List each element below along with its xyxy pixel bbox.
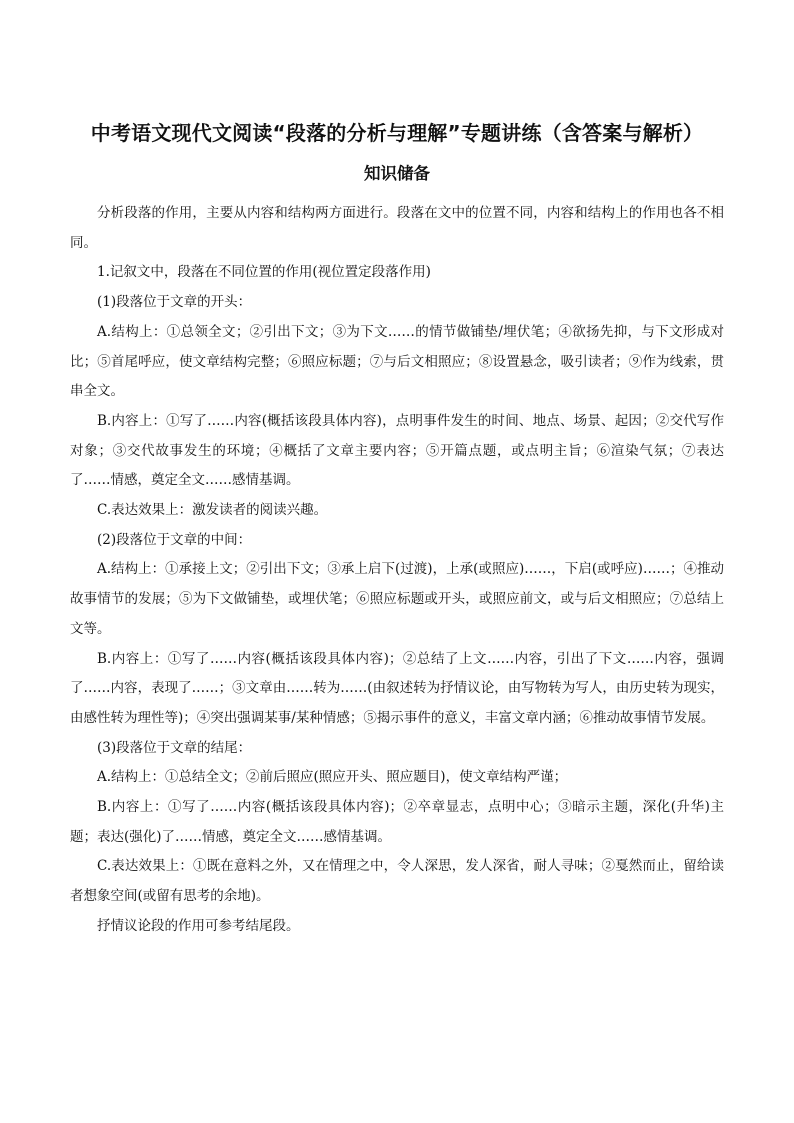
paragraph-middle-content: B.内容上：①写了……内容(概括该段具体内容)；②总结了上文……内容，引出了下文……内容，强调了……内容，表现了……；③文章由……转为……(由叙述转为抒情议论，由写物转为写人，由历史转为现实，由感性转为理性等)；④突出强调某事/某种情感；⑤揭示事件的意义，丰富文章内涵；⑥推动故事情节发展。 <box>70 650 724 726</box>
paragraph-middle-heading: (2)段落位于文章的中间： <box>97 531 252 548</box>
paragraph-opening-content: B.内容上：①写了……内容(概括该段具体内容)，点明事件发生的时间、地点、场景、起因；②交代写作对象；③交代故事发生的环境；④概括了文章主要内容；⑤开篇点题，或点明主旨；⑥渲染气氛；⑦表达了……情感，奠定全文……感情基调。 <box>70 412 724 489</box>
paragraph-intro: 分析段落的作用，主要从内容和结构两方面进行。段落在文中的位置不同，内容和结构上的作用也各不相同。 <box>70 205 724 251</box>
paragraph-ending-structure: A.结构上：①总结全文；②前后照应(照应开头、照应题目)，使文章结构严谨； <box>97 769 568 786</box>
paragraph-ending-heading: (3)段落位于文章的结尾： <box>97 739 252 756</box>
paragraph-lyrical-note: 抒情议论段的作用可参考结尾段。 <box>97 917 300 934</box>
paragraph-opening-effect: C.表达效果上：激发读者的阅读兴趣。 <box>97 502 328 519</box>
paragraph-opening-heading: (1)段落位于文章的开头： <box>97 294 252 311</box>
section-heading-knowledge: 知识储备 <box>364 164 430 183</box>
paragraph-ending-content: B.内容上：①写了……内容(概括该段具体内容)；②卒章显志，点明中心；③暗示主题，深化(升华)主题；表达(强化)了……情感，奠定全文……感情基调。 <box>70 799 724 845</box>
paragraph-ending-effect: C.表达效果上：①既在意料之外，又在情理之中，令人深思，发人深省，耐人寻味；②戛然而止，留给读者想象空间(或留有思考的余地)。 <box>70 858 724 905</box>
paragraph-opening-structure: A.结构上：①总领全文；②引出下文；③为下文……的情节做铺垫/埋伏笔；④欲扬先抑，与下文形成对比；⑤首尾呼应，使文章结构完整；⑥照应标题；⑦与后文相照应；⑧设置悬念，吸引读者；⑨作为线索，贯串全文。 <box>70 323 724 400</box>
document-title: 中考语文现代文阅读“段落的分析与理解”专题讲练（含答案与解析） <box>90 121 704 145</box>
paragraph-middle-structure: A.结构上：①承接上文；②引出下文；③承上启下(过渡)，上承(或照应)……，下启(或呼应)……；④推动故事情节的发展；⑤为下文做铺垫，或埋伏笔；⑥照应标题或开头，或照应前文，或与后文相照应；⑦总结上文等。 <box>70 561 724 637</box>
paragraph-narrative-heading: 1.记叙文中，段落在不同位置的作用(视位置定段落作用) <box>97 264 431 281</box>
